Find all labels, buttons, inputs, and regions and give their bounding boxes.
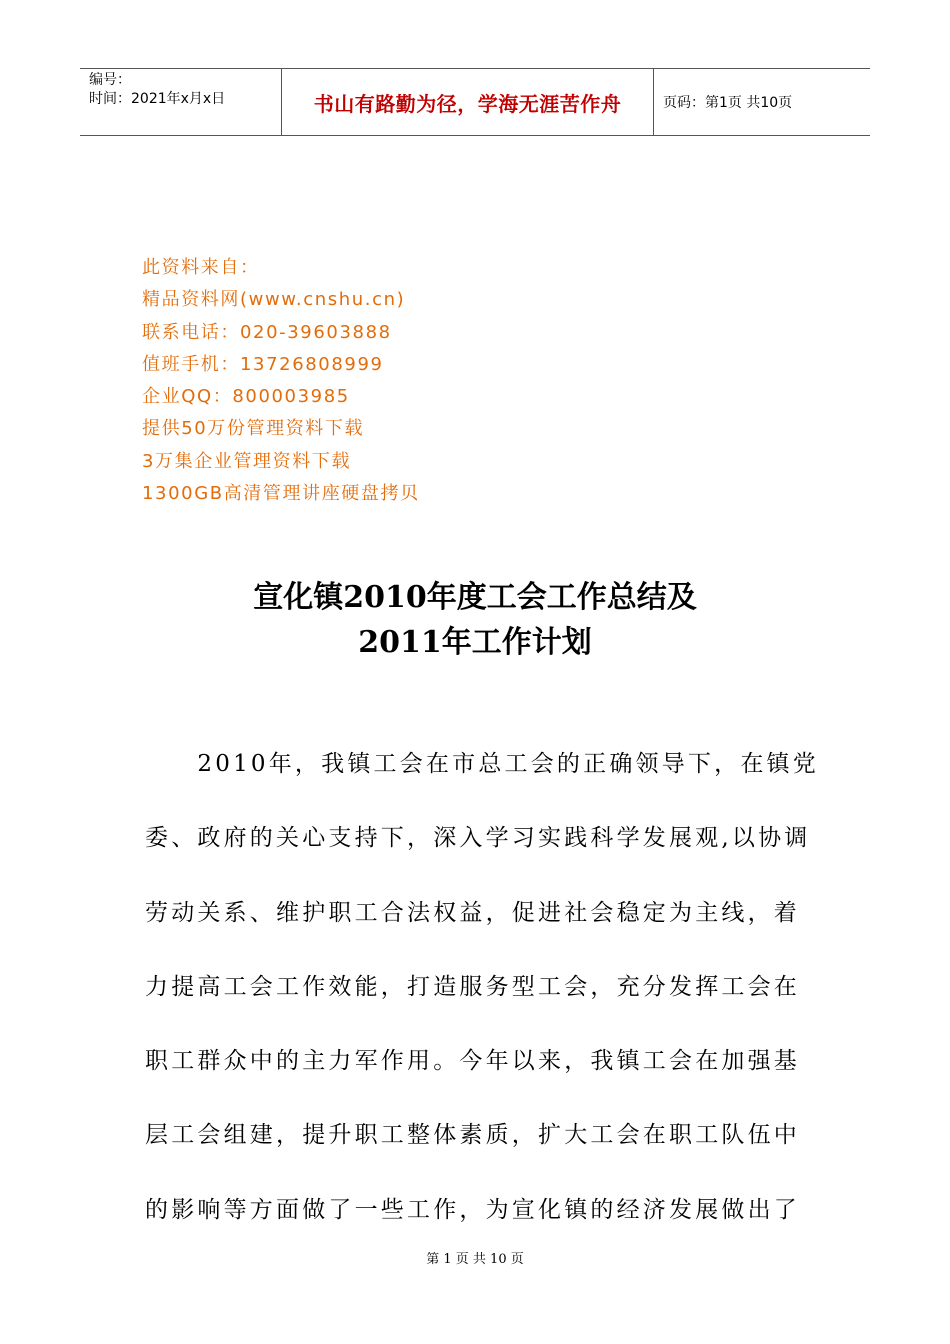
- body-line: 2010年，我镇工会在市总工会的正确领导下，在镇党: [145, 751, 819, 777]
- document-title: [0, 575, 950, 665]
- page-footer: 第 1 页 共 10 页: [426, 1252, 524, 1267]
- source-line: 1300GB高清管理讲座硬盘拷贝: [142, 483, 420, 505]
- header-motto: 书山有路勤为径，学海无涯苦作舟: [281, 69, 654, 135]
- source-line: 企业QQ：800003985: [142, 386, 350, 408]
- document-body: [145, 727, 819, 1247]
- source-line: 联系电话：020-39603888: [142, 321, 392, 343]
- document-time-label: 时间：2021年x月x日: [89, 91, 226, 107]
- title-line: 宣化镇2010年度工会工作总结及: [253, 580, 697, 615]
- body-line: 力提高工会工作效能，打造服务型工会，充分发挥工会在: [145, 973, 800, 1000]
- source-line: 此资料来自：: [142, 257, 260, 278]
- body-line: 委、政府的关心支持下，深入学习实践科学发展观,以协调: [145, 825, 811, 852]
- page-header: [80, 68, 870, 136]
- source-line: 3万集企业管理资料下载: [142, 450, 352, 472]
- source-info-block: [142, 252, 420, 510]
- source-line: 提供50万份管理资料下载: [142, 418, 365, 440]
- source-line: 值班手机：13726808999: [142, 353, 384, 375]
- source-line: 精品资料网(www.cnshu.cn): [142, 289, 406, 311]
- title-line: 2011年工作计划: [358, 625, 592, 660]
- body-line: 劳动关系、维护职工合法权益，促进社会稳定为主线，着: [145, 899, 800, 926]
- body-line: 层工会组建，提升职工整体素质，扩大工会在职工队伍中: [145, 1122, 800, 1149]
- document-number-label: 编号：: [89, 72, 131, 88]
- header-meta: [80, 69, 281, 135]
- header-page-label: 页码：第1页 共10页: [663, 95, 793, 111]
- body-line: 职工群众中的主力军作用。今年以来，我镇工会在加强基: [145, 1048, 800, 1075]
- body-line: 的影响等方面做了一些工作，为宣化镇的经济发展做出了: [145, 1196, 800, 1223]
